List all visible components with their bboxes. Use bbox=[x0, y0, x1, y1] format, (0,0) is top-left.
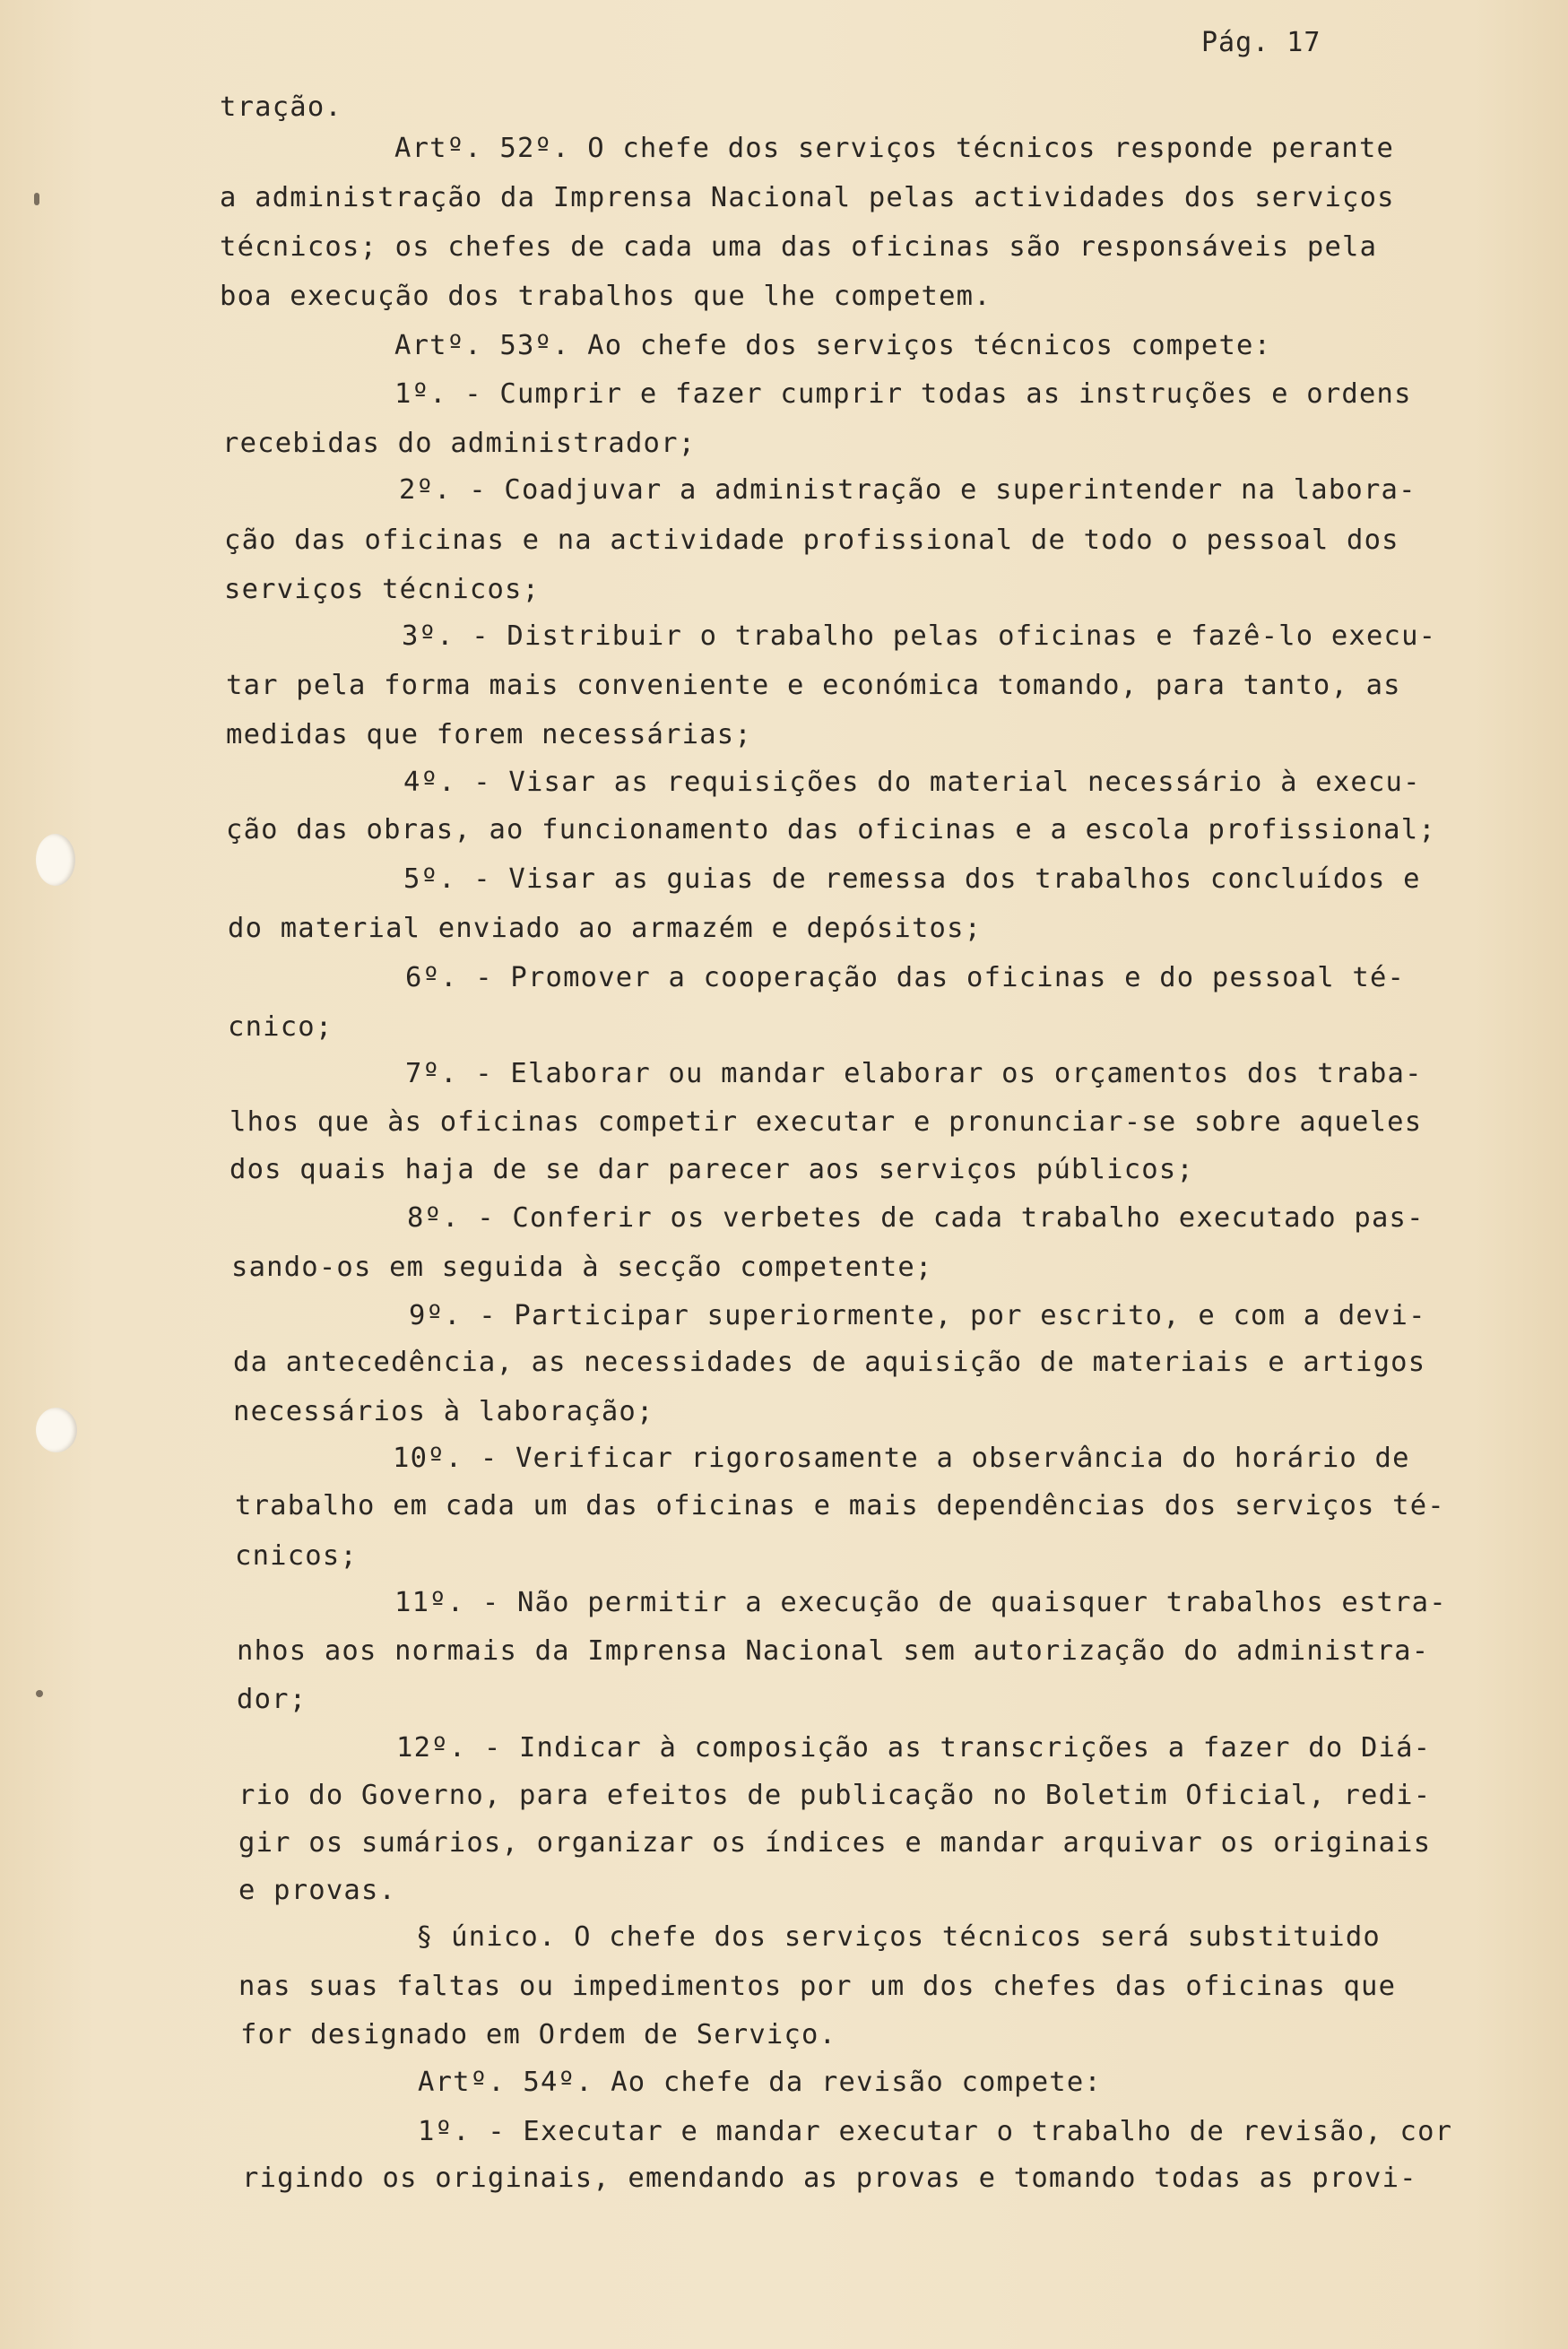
text-line: dos quais haja de se dar parecer aos serviços públicos; bbox=[230, 1154, 1194, 1185]
punch-hole bbox=[36, 834, 75, 886]
text-line: Artº. 53º. Ao chefe dos serviços técnicos compete: bbox=[394, 330, 1272, 361]
text-line: lhos que às oficinas competir executar e pronunciar-se sobre aqueles bbox=[230, 1106, 1423, 1138]
text-line: 3º. - Distribuir o trabalho pelas oficinas e fazê-lo execu- bbox=[402, 620, 1437, 652]
text-line: técnicos; os chefes de cada uma das oficinas são responsáveis pela bbox=[220, 231, 1378, 263]
text-line: 5º. - Visar as guias de remessa dos trabalhos concluídos e bbox=[403, 863, 1421, 895]
text-line: 1º. - Executar e mandar executar o trabalho de revisão, cor bbox=[418, 2116, 1453, 2147]
text-line: nhos aos normais da Imprensa Nacional sem autorização do administra- bbox=[237, 1635, 1430, 1667]
text-line: gir os sumários, organizar os índices e mandar arquivar os originais bbox=[238, 1827, 1432, 1859]
text-line: necessários à laboração; bbox=[233, 1396, 654, 1427]
text-line: cnicos; bbox=[235, 1540, 358, 1572]
text-line: do material enviado ao armazém e depósitos; bbox=[228, 913, 983, 944]
ink-speck bbox=[34, 193, 39, 205]
text-line: ção das obras, ao funcionamento das oficinas e a escola profissional; bbox=[226, 814, 1436, 845]
text-line: sando-os em seguida à secção competente; bbox=[231, 1252, 933, 1283]
text-line: Artº. 54º. Ao chefe da revisão compete: bbox=[418, 2067, 1102, 2098]
text-line: serviços técnicos; bbox=[224, 574, 541, 605]
text-line: for designado em Ordem de Serviço. bbox=[240, 2019, 837, 2050]
text-line: 1º. - Cumprir e fazer cumprir todas as instruções e ordens bbox=[394, 378, 1412, 410]
text-line: nas suas faltas ou impedimentos por um dos chefes das oficinas que bbox=[238, 1971, 1397, 2002]
text-line: Artº. 52º. O chefe dos serviços técnicos responde perante bbox=[394, 133, 1395, 164]
text-line: tração. bbox=[220, 91, 342, 123]
text-line: 11º. - Não permitir a execução de quaisquer trabalhos estra- bbox=[394, 1587, 1447, 1618]
text-line: 10º. - Verificar rigorosamente a observância do horário de bbox=[393, 1443, 1410, 1474]
text-line: 4º. - Visar as requisições do material necessário à execu- bbox=[403, 767, 1421, 798]
text-line: rigindo os originais, emendando as provas e tomando todas as provi- bbox=[242, 2163, 1417, 2194]
text-line: 2º. - Coadjuvar a administração e superintender na labora- bbox=[399, 474, 1416, 506]
text-line: ção das oficinas e na actividade profissional de todo o pessoal dos bbox=[224, 524, 1399, 556]
text-line: dor; bbox=[237, 1684, 308, 1715]
text-line: medidas que forem necessárias; bbox=[226, 719, 752, 750]
text-line: 8º. - Conferir os verbetes de cada trabalho executado pas- bbox=[407, 1202, 1425, 1234]
text-line: cnico; bbox=[228, 1011, 334, 1043]
text-line: recebidas do administrador; bbox=[222, 428, 697, 459]
text-line: boa execução dos trabalhos que lhe competem. bbox=[220, 281, 992, 312]
text-line: 7º. - Elaborar ou mandar elaborar os orçamentos dos traba- bbox=[405, 1058, 1423, 1089]
text-line: 12º. - Indicar à composição as transcrições a fazer do Diá- bbox=[396, 1732, 1432, 1764]
ink-speck bbox=[36, 1690, 43, 1697]
text-line: da antecedência, as necessidades de aquisição de materiais e artigos bbox=[233, 1347, 1426, 1378]
text-line: rio do Governo, para efeitos de publicação no Boletim Oficial, redi- bbox=[238, 1780, 1432, 1811]
text-line: a administração da Imprensa Nacional pelas actividades dos serviços bbox=[220, 182, 1395, 213]
text-line: tar pela forma mais conveniente e económica tomando, para tanto, as bbox=[226, 670, 1401, 701]
text-line: trabalho em cada um das oficinas e mais dependências dos serviços té- bbox=[235, 1490, 1445, 1521]
text-line: § único. O chefe dos serviços técnicos será substituido bbox=[416, 1921, 1381, 1953]
punch-hole bbox=[36, 1408, 77, 1452]
text-line: e provas. bbox=[238, 1875, 397, 1906]
text-line: 6º. - Promover a cooperação das oficinas e do pessoal té- bbox=[405, 962, 1406, 993]
page-number: Pág. 17 bbox=[1201, 27, 1321, 58]
text-line: 9º. - Participar superiormente, por escrito, e com a devi- bbox=[409, 1300, 1426, 1331]
